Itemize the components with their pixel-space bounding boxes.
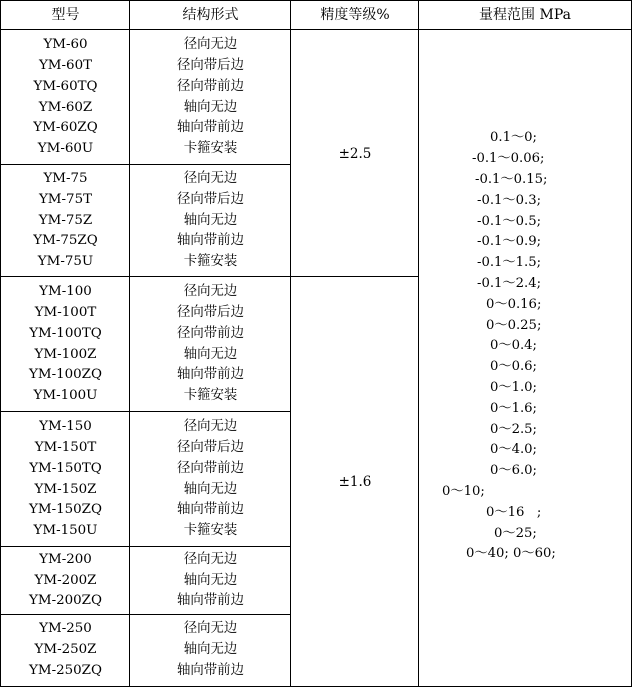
structure-group [130, 30, 291, 165]
model-item: YM-150U [33, 523, 98, 539]
range-item: 0～6.0; [490, 463, 537, 478]
header-range: 量程范围 MPa [479, 7, 571, 23]
model-item: YM-250ZQ [29, 662, 102, 678]
table-border [0, 164, 291, 165]
model-item: YM-150 [39, 419, 92, 435]
model-item: YM-75 [43, 171, 88, 186]
range-item: 0～1.0; [490, 380, 537, 395]
model-item: YM-150TQ [29, 460, 102, 476]
range-item: -0.1～1.5; [477, 255, 542, 270]
range-item: -0.1～0.9; [477, 234, 542, 249]
structure-item: 径向带前边 [177, 78, 244, 94]
structure-item: 卡箍安装 [183, 523, 238, 539]
model-group [1, 547, 130, 615]
model-item: YM-60TQ [33, 78, 98, 94]
model-item: YM-250 [39, 621, 92, 637]
header-accuracy: 精度等级% [320, 7, 390, 23]
range-item: 0～0.6; [490, 359, 537, 374]
model-item: YM-60U [37, 141, 94, 157]
model-item: YM-150ZQ [29, 502, 102, 518]
range-item: 0～40; 0～60; [466, 546, 556, 561]
model-item: YM-60ZQ [33, 120, 98, 136]
model-item: YM-200Z [34, 572, 97, 588]
range-item: 0～25; [494, 526, 537, 541]
model-group [1, 30, 130, 165]
range-item: 0～0.25; [486, 318, 542, 333]
range-item: -0.1～0.3; [477, 193, 542, 208]
model-group [1, 277, 130, 412]
accuracy-value: ±2.5 [338, 145, 372, 162]
model-item: YM-100Z [34, 346, 97, 362]
model-item: YM-60T [38, 57, 93, 73]
structure-item: 径向带后边 [177, 304, 244, 320]
accuracy-cell [291, 277, 419, 686]
table-border [0, 0, 1, 687]
table-border [0, 546, 291, 547]
structure-item: 径向带后边 [177, 57, 244, 73]
structure-group [130, 547, 291, 615]
structure-item: 轴向带前边 [177, 367, 244, 383]
model-item: YM-150T [34, 439, 97, 455]
model-item: YM-75U [37, 254, 94, 270]
header-structure: 结构形式 [182, 7, 239, 23]
structure-item: 轴向带前边 [177, 502, 244, 518]
table-border [0, 0, 632, 1]
accuracy-cell [291, 30, 419, 277]
structure-item: 径向无边 [183, 171, 238, 186]
structure-group [130, 615, 291, 686]
table-border [0, 276, 419, 277]
model-item: YM-200ZQ [29, 593, 102, 609]
model-item: YM-250Z [34, 642, 97, 658]
structure-item: 轴向带前边 [177, 120, 244, 136]
table-border [290, 0, 291, 687]
model-item: YM-75ZQ [33, 233, 98, 249]
structure-item: 卡箍安装 [183, 254, 238, 270]
structure-item: 轴向带前边 [177, 593, 244, 609]
table-border [0, 29, 632, 30]
table-border [129, 0, 130, 687]
structure-item: 卡箍安装 [183, 388, 238, 404]
structure-item: 轴向无边 [183, 572, 238, 588]
structure-item: 径向带前边 [177, 325, 244, 341]
model-item: YM-200 [39, 551, 92, 567]
model-item: YM-75Z [38, 212, 93, 228]
range-item: -0.1～2.4; [477, 276, 542, 291]
structure-group [130, 165, 291, 277]
range-item: -0.1～0.15; [475, 172, 548, 187]
range-item: -0.1～0.06; [472, 151, 545, 166]
structure-item: 轴向无边 [183, 99, 238, 115]
structure-item: 径向无边 [183, 284, 238, 300]
structure-item: 径向带前边 [177, 460, 244, 476]
structure-item: 轴向无边 [183, 212, 238, 228]
structure-item: 径向带后边 [177, 439, 244, 455]
table-border [0, 411, 291, 412]
model-item: YM-60Z [38, 99, 93, 115]
table-border [0, 614, 291, 615]
range-item: 0～16 ; [486, 505, 542, 520]
structure-group [130, 412, 291, 547]
range-cell [419, 30, 631, 686]
range-item: 0～2.5; [490, 422, 537, 437]
accuracy-value: ±1.6 [338, 473, 372, 490]
structure-item: 径向无边 [183, 621, 238, 637]
range-item: 0～0.16; [486, 297, 542, 312]
model-item: YM-100TQ [29, 325, 102, 341]
range-item: -0.1～0.5; [477, 214, 542, 229]
range-item: 0～1.6; [490, 401, 537, 416]
range-item: 0～10; [442, 484, 485, 499]
header-model: 型号 [51, 7, 80, 23]
range-item: 0～0.4; [490, 338, 537, 353]
model-item: YM-75T [38, 191, 93, 207]
model-item: YM-100T [34, 304, 97, 320]
structure-item: 卡箍安装 [183, 141, 238, 157]
model-item: YM-100 [39, 284, 92, 300]
model-group [1, 165, 130, 277]
range-item: 0～4.0; [490, 442, 537, 457]
structure-item: 径向带后边 [177, 191, 244, 207]
model-item: YM-100ZQ [29, 367, 102, 383]
structure-group [130, 277, 291, 412]
structure-item: 轴向带前边 [177, 662, 244, 678]
table-border [418, 0, 419, 687]
structure-item: 轴向无边 [183, 481, 238, 497]
structure-item: 轴向带前边 [177, 233, 244, 249]
model-group [1, 615, 130, 686]
structure-item: 轴向无边 [183, 346, 238, 362]
structure-item: 径向无边 [183, 37, 238, 53]
model-item: YM-150Z [34, 481, 97, 497]
model-item: YM-100U [33, 388, 98, 404]
range-item: 0.1～0; [490, 130, 537, 145]
structure-item: 径向无边 [183, 551, 238, 567]
structure-item: 径向无边 [183, 419, 238, 435]
model-group [1, 412, 130, 547]
table-border [0, 686, 632, 687]
structure-item: 轴向无边 [183, 642, 238, 658]
model-item: YM-60 [43, 37, 88, 53]
